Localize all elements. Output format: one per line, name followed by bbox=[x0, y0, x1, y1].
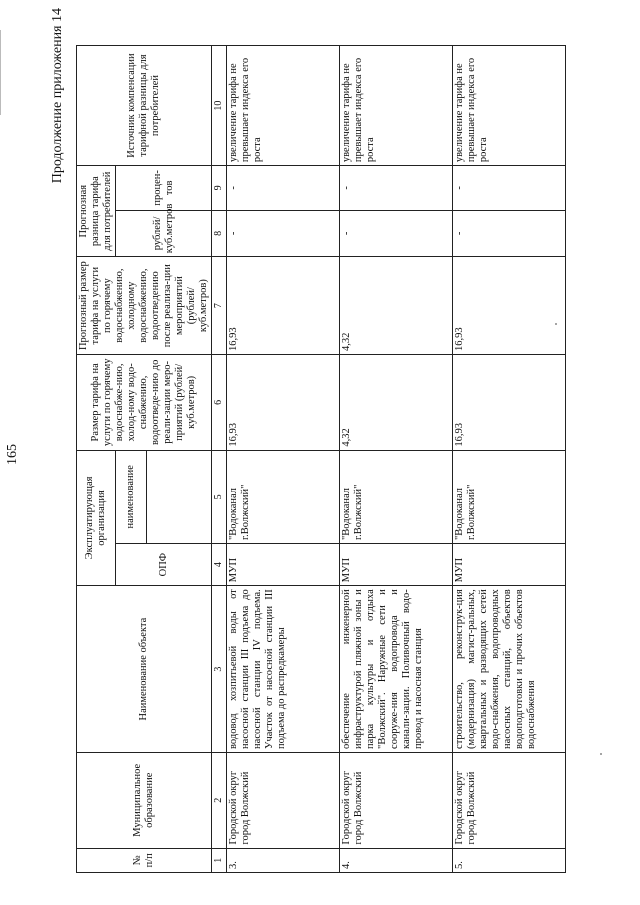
header-opf: ОПФ bbox=[116, 544, 212, 586]
col-index: 3 bbox=[212, 586, 227, 753]
row-municipality: Городской округ город Волжский bbox=[453, 752, 566, 848]
row-opf: МУП bbox=[340, 544, 453, 586]
row-forecast: 16,93 bbox=[227, 257, 340, 355]
scan-speck bbox=[555, 323, 557, 325]
appendix-label: Продолжение приложения 14 bbox=[50, 8, 65, 184]
table-row bbox=[227, 46, 340, 873]
row-opf: МУП bbox=[453, 544, 566, 586]
col-index: 10 bbox=[212, 46, 227, 166]
col-index: 9 bbox=[212, 166, 227, 210]
header-name-blank bbox=[147, 450, 212, 543]
header-name: наименование bbox=[116, 450, 147, 543]
header-diff: Прогнозная разница тарифа для потребителей bbox=[77, 166, 116, 257]
row-tariff: 4,32 bbox=[340, 355, 453, 451]
row-rub: - bbox=[227, 210, 340, 257]
row-forecast: 4,32 bbox=[340, 257, 453, 355]
row-forecast: 16,93 bbox=[453, 257, 566, 355]
header-rub: рублей/ куб.метров bbox=[116, 210, 212, 257]
row-name: "Водоканал г.Волжский" bbox=[340, 450, 453, 543]
row-rub: - bbox=[453, 210, 566, 257]
col-index: 7 bbox=[212, 257, 227, 355]
table-row bbox=[453, 46, 566, 873]
scan-artifact-line bbox=[0, 30, 1, 115]
row-opf: МУП bbox=[227, 544, 340, 586]
header-pct: процен-тов bbox=[116, 166, 212, 210]
row-tariff: 16,93 bbox=[453, 355, 566, 451]
row-pct: - bbox=[227, 166, 340, 210]
header-num: № п/п bbox=[77, 848, 212, 872]
col-index: 5 bbox=[212, 450, 227, 543]
row-tariff: 16,93 bbox=[227, 355, 340, 451]
header-row-1 bbox=[77, 46, 116, 873]
row-object: обеспечение инженерной инфраструктурой пляжной зоны и парка культуры и отдыха "Волжский". Наружные сети и сооруже-ния водопровода и канали-зации. Поливочный водо-провод и насосная станция bbox=[340, 586, 453, 753]
col-index: 1 bbox=[212, 848, 227, 872]
row-object: строительство, реконструк-ция (модернизация) магист-ральных, квартальных и разводящих сетей водо-снабжения, водопроводных насосных станций, объектов водоподготовки и прочих объектов водоснабжения bbox=[453, 586, 566, 753]
row-pct: - bbox=[453, 166, 566, 210]
tariff-table bbox=[76, 45, 566, 873]
column-index-row bbox=[212, 46, 227, 873]
header-forecast: Прогнозный размер тарифа на услуги по горячему водоснабжению, холодному водоснабжению, водоотведению после реализа-ции мероприятий (рублей/ куб.метров) bbox=[77, 257, 212, 355]
row-num: 3. bbox=[227, 848, 340, 872]
header-source: Источник компенсации тарифной разницы для потребителей bbox=[77, 46, 212, 166]
col-index: 8 bbox=[212, 210, 227, 257]
row-source: увеличение тарифа не превышает индекса его роста bbox=[453, 46, 566, 166]
row-name: "Водоканал г.Волжский" bbox=[227, 450, 340, 543]
scan-speck bbox=[600, 753, 602, 755]
row-municipality: Городской округ город Волжский bbox=[340, 752, 453, 848]
row-pct: - bbox=[340, 166, 453, 210]
row-source: увеличение тарифа не превышает индекса его роста bbox=[227, 46, 340, 166]
row-num: 5. bbox=[453, 848, 566, 872]
row-municipality: Городской округ город Волжский bbox=[227, 752, 340, 848]
header-tariff: Размер тарифа на услуги по горячему водоснабже-нию, холод-ному водо-снабжению, водоотведе-нию до реали-зации меро-приятий (рублей/ куб.метров) bbox=[77, 355, 212, 451]
row-rub: - bbox=[340, 210, 453, 257]
row-object: водовод хозпитьевой воды от насосной станции III подъема до насосной станции IV подъема. Участок от насосной станции III подъема до распредкамеры bbox=[227, 586, 340, 753]
header-municipality: Муниципальное образование bbox=[77, 752, 212, 848]
row-source: увеличение тарифа не превышает индекса его роста bbox=[340, 46, 453, 166]
col-index: 6 bbox=[212, 355, 227, 451]
header-operator: Эксплуатирующая организация bbox=[77, 450, 116, 586]
row-name: "Водоканал г.Волжский" bbox=[453, 450, 566, 543]
col-index: 4 bbox=[212, 544, 227, 586]
header-object: Наименование объекта bbox=[77, 586, 212, 753]
table-row bbox=[340, 46, 453, 873]
page-number: 165 bbox=[5, 444, 20, 465]
row-num: 4. bbox=[340, 848, 453, 872]
col-index: 2 bbox=[212, 752, 227, 848]
